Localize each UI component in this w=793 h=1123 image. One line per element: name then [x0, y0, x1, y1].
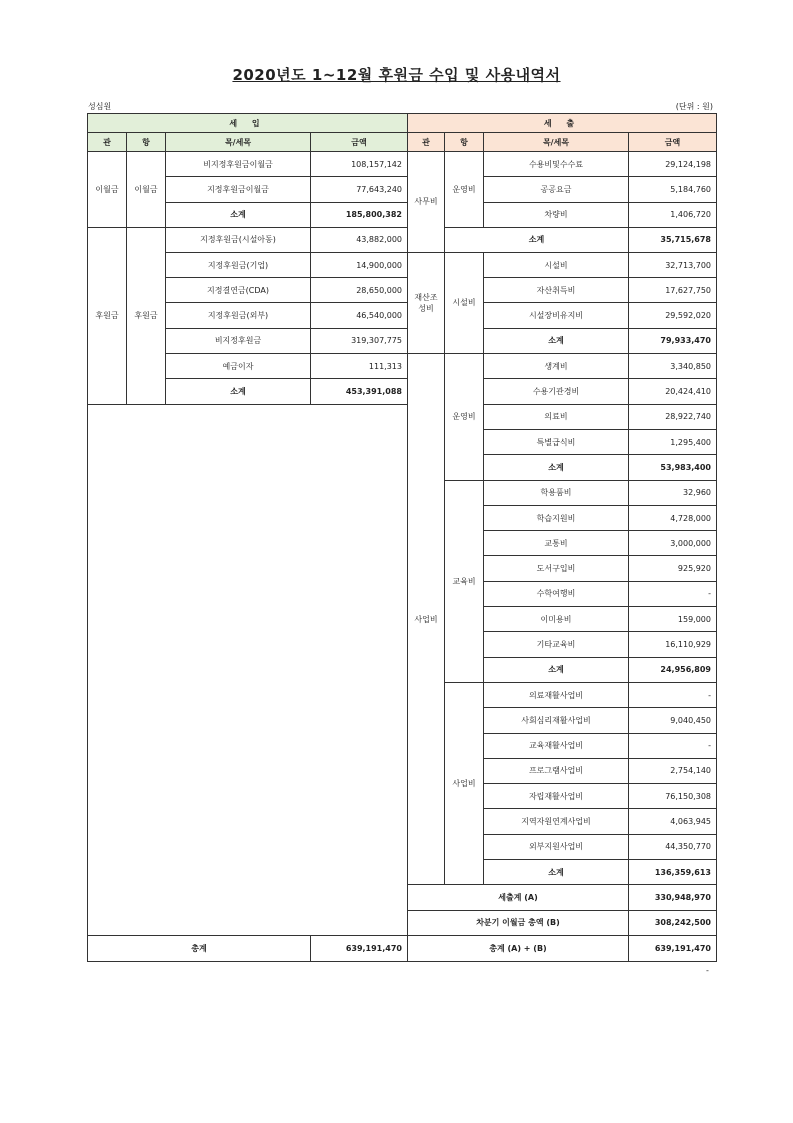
income-subtotal-label: 소계 — [166, 379, 311, 404]
expense-subtotal: 24,956,809 — [629, 657, 717, 682]
expense-item-name: 사회심리재활사업비 — [484, 708, 629, 733]
income-hang-carryover: 이월금 — [127, 152, 166, 228]
expense-item-name: 의료재활사업비 — [484, 682, 629, 707]
expense-item-name: 교육재활사업비 — [484, 733, 629, 758]
expense-item-name: 시설비 — [484, 252, 629, 277]
table-row — [88, 227, 717, 252]
income-item-amount: 108,157,142 — [311, 152, 408, 177]
expense-subtotal-label: 소계 — [484, 455, 629, 480]
expense-item-name: 지역자원연계사업비 — [484, 809, 629, 834]
expense-item-amount: 2,754,140 — [629, 758, 717, 783]
expense-item-amount: 28,922,740 — [629, 404, 717, 429]
income-subtotal-label: 소계 — [166, 202, 311, 227]
expense-subtotal: 136,359,613 — [629, 860, 717, 885]
table-row — [88, 404, 717, 429]
unit-label: (단위 : 원) — [675, 102, 713, 111]
carryover-total: 308,242,500 — [629, 910, 717, 935]
income-item-name: 지정후원금이월금 — [166, 177, 311, 202]
expense-item-amount: 32,713,700 — [629, 252, 717, 277]
expense-hang-program: 사업비 — [445, 682, 484, 884]
expense-item-amount: 29,592,020 — [629, 303, 717, 328]
income-subtotal: 185,800,382 — [311, 202, 408, 227]
expense-item-amount: 44,350,770 — [629, 834, 717, 859]
income-blank-area — [88, 404, 408, 935]
expense-subtotal-label: 소계 — [484, 657, 629, 682]
subheader-row — [88, 133, 717, 152]
expense-item-amount: 29,124,198 — [629, 152, 717, 177]
expense-item-amount: - — [629, 733, 717, 758]
expense-item-name: 수학여행비 — [484, 581, 629, 606]
income-item-amount: 28,650,000 — [311, 278, 408, 303]
table-row — [88, 252, 717, 277]
header-row — [88, 114, 717, 133]
expense-grand-total: 639,191,470 — [629, 935, 717, 961]
organization-name: 성심원 — [88, 102, 112, 111]
expense-hang-header: 항 — [445, 133, 484, 152]
expense-item-amount: 76,150,308 — [629, 784, 717, 809]
income-item-name: 지정후원금(시설아동) — [166, 227, 311, 252]
expense-item-name: 시설장비유지비 — [484, 303, 629, 328]
expense-subtotal-label: 소계 — [445, 227, 629, 252]
expense-item-name: 프로그램사업비 — [484, 758, 629, 783]
expense-item-amount: 4,063,945 — [629, 809, 717, 834]
budget-table — [87, 113, 717, 962]
income-item-name: 비지정후원금이월금 — [166, 152, 311, 177]
expense-item-name: 수용기관경비 — [484, 379, 629, 404]
income-mok-header: 목/세목 — [166, 133, 311, 152]
expense-total-a-label: 세출계 (A) — [408, 885, 629, 910]
expense-subtotal-label: 소계 — [484, 860, 629, 885]
income-item-amount: 43,882,000 — [311, 227, 408, 252]
carryover-total-label: 차분기 이월금 총액 (B) — [408, 910, 629, 935]
table-row — [88, 202, 717, 227]
income-item-amount: 14,900,000 — [311, 252, 408, 277]
expense-item-amount: 1,295,400 — [629, 429, 717, 454]
expense-item-name: 학습지원비 — [484, 505, 629, 530]
expense-hang-education: 교육비 — [445, 480, 484, 682]
expense-amount-header: 금액 — [629, 133, 717, 152]
expense-hang-admin: 운영비 — [445, 152, 484, 228]
expense-item-amount: 4,728,000 — [629, 505, 717, 530]
expense-item-name: 도서구입비 — [484, 556, 629, 581]
income-gwan-donation: 후원금 — [88, 227, 127, 404]
expense-subtotal-label: 소계 — [484, 328, 629, 353]
expense-item-amount: - — [629, 581, 717, 606]
income-item-amount: 46,540,000 — [311, 303, 408, 328]
expense-item-amount: 3,340,850 — [629, 354, 717, 379]
expense-item-amount: 20,424,410 — [629, 379, 717, 404]
income-hang-donation: 후원금 — [127, 227, 166, 404]
expense-item-amount: 17,627,750 — [629, 278, 717, 303]
expense-header: 세 출 — [408, 114, 717, 133]
expense-item-amount: 3,000,000 — [629, 531, 717, 556]
expense-item-name: 수용비및수수료 — [484, 152, 629, 177]
table-row — [88, 278, 717, 303]
expense-item-name: 자립재활사업비 — [484, 784, 629, 809]
table-row — [88, 303, 717, 328]
expense-item-amount: - — [629, 682, 717, 707]
expense-hang-operation: 운영비 — [445, 354, 484, 480]
expense-gwan-business: 사업비 — [408, 354, 445, 885]
expense-item-amount: 925,920 — [629, 556, 717, 581]
table-row — [88, 328, 717, 353]
income-item-name: 지정결연금(CDA) — [166, 278, 311, 303]
income-item-name: 예금이자 — [166, 354, 311, 379]
expense-item-amount: 159,000 — [629, 607, 717, 632]
expense-gwan-facility: 재산조성비 — [408, 252, 445, 353]
income-item-name: 비지정후원금 — [166, 328, 311, 353]
expense-item-name: 자산취득비 — [484, 278, 629, 303]
income-item-amount: 111,313 — [311, 354, 408, 379]
income-item-amount: 319,307,775 — [311, 328, 408, 353]
expense-item-amount: 5,184,760 — [629, 177, 717, 202]
income-subtotal: 453,391,088 — [311, 379, 408, 404]
expense-subtotal: 35,715,678 — [629, 227, 717, 252]
document-title: 2020년도 1~12월 후원금 수입 및 사용내역서 — [232, 66, 561, 84]
income-header: 세 입 — [88, 114, 408, 133]
expense-item-name: 의료비 — [484, 404, 629, 429]
expense-item-name: 공공요금 — [484, 177, 629, 202]
expense-mok-header: 목/세목 — [484, 133, 629, 152]
income-item-amount: 77,643,240 — [311, 177, 408, 202]
footnote: - — [706, 966, 709, 975]
expense-item-name: 교통비 — [484, 531, 629, 556]
grand-total-row — [88, 935, 717, 961]
expense-item-name: 기타교육비 — [484, 632, 629, 657]
income-item-name: 지정후원금(기업) — [166, 252, 311, 277]
income-grand-label: 총계 — [88, 935, 311, 961]
expense-subtotal: 53,983,400 — [629, 455, 717, 480]
income-item-name: 지정후원금(외부) — [166, 303, 311, 328]
expense-subtotal: 79,933,470 — [629, 328, 717, 353]
expense-gwan-header: 관 — [408, 133, 445, 152]
income-amount-header: 금액 — [311, 133, 408, 152]
expense-item-name: 특별급식비 — [484, 429, 629, 454]
expense-total-a: 330,948,970 — [629, 885, 717, 910]
expense-item-name: 이미용비 — [484, 607, 629, 632]
expense-item-amount: 16,110,929 — [629, 632, 717, 657]
expense-item-name: 학용품비 — [484, 480, 629, 505]
expense-item-amount: 1,406,720 — [629, 202, 717, 227]
income-grand-total: 639,191,470 — [311, 935, 408, 961]
expense-grand-label: 총계 (A) + (B) — [408, 935, 629, 961]
expense-hang-facility: 시설비 — [445, 252, 484, 353]
expense-item-name: 생계비 — [484, 354, 629, 379]
table-row — [88, 177, 717, 202]
expense-item-amount: 32,960 — [629, 480, 717, 505]
table-row — [88, 152, 717, 177]
expense-item-amount: 9,040,450 — [629, 708, 717, 733]
income-gwan-carryover: 이월금 — [88, 152, 127, 228]
table-row — [88, 354, 717, 379]
expense-gwan-admin: 사무비 — [408, 152, 445, 253]
table-row — [88, 379, 717, 404]
expense-item-name: 외부지원사업비 — [484, 834, 629, 859]
income-hang-header: 항 — [127, 133, 166, 152]
expense-item-name: 차량비 — [484, 202, 629, 227]
income-gwan-header: 관 — [88, 133, 127, 152]
